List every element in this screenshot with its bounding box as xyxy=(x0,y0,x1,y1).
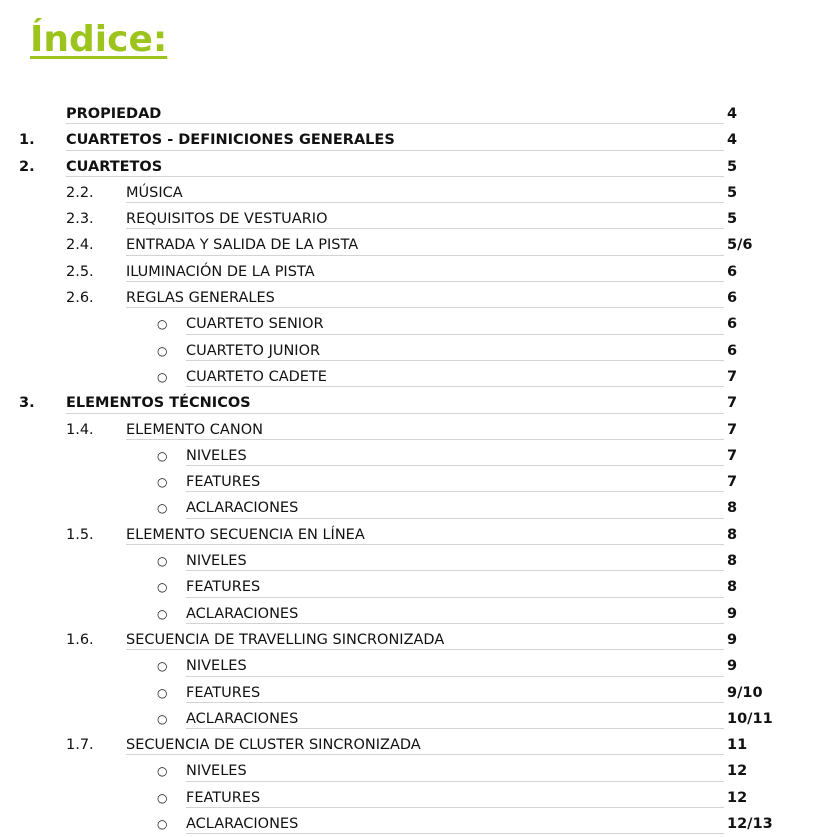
toc-entry-page: 12 xyxy=(727,789,748,806)
toc-entry-number: 1.4. xyxy=(66,421,94,438)
toc-entry[interactable] xyxy=(0,653,818,679)
toc-entry[interactable] xyxy=(0,574,818,600)
toc-entry[interactable] xyxy=(0,364,818,390)
toc-entry-title: CUARTETOS xyxy=(66,158,163,175)
toc-entry-page: 11 xyxy=(727,737,748,754)
toc-entry[interactable] xyxy=(0,758,818,784)
toc-entry-page: 12/13 xyxy=(727,816,773,833)
bullet-circle-icon: ○ xyxy=(157,606,168,621)
bullet-circle-icon: ○ xyxy=(157,554,168,569)
toc-entry-page: 7 xyxy=(727,421,738,438)
toc-entry-title: SECUENCIA DE TRAVELLING SINCRONIZADA xyxy=(126,631,445,648)
toc-entry[interactable] xyxy=(0,680,818,706)
toc-entry[interactable] xyxy=(0,732,818,758)
toc-entry-title: CUARTETO CADETE xyxy=(186,368,327,385)
toc-entry-title: FEATURES xyxy=(186,789,261,806)
toc-entry-title: CUARTETO SENIOR xyxy=(186,316,324,333)
toc-entry[interactable] xyxy=(0,785,818,811)
toc-entry-title: NIVELES xyxy=(186,447,247,464)
toc-entry[interactable] xyxy=(0,232,818,258)
toc-entry-title: CUARTETO JUNIOR xyxy=(186,342,321,359)
toc-entry-title: FEATURES xyxy=(186,684,261,701)
toc-entry[interactable] xyxy=(0,469,818,495)
toc-entry-number: 2.5. xyxy=(66,263,94,280)
toc-entry-title: REQUISITOS DE VESTUARIO xyxy=(126,211,328,228)
bullet-circle-icon: ○ xyxy=(157,448,168,463)
toc-entry-title: PROPIEDAD xyxy=(66,106,162,122)
toc-entry[interactable] xyxy=(0,706,818,732)
toc-entry-page: 10/11 xyxy=(727,710,773,727)
toc-entry-page: 6 xyxy=(727,316,738,333)
toc-entry-number: 3. xyxy=(19,395,35,412)
toc-entry-page: 12 xyxy=(727,763,748,780)
toc-entry-page: 4 xyxy=(727,106,738,122)
toc-entry-page: 5 xyxy=(727,158,738,175)
toc-entry-title: NIVELES xyxy=(186,658,247,675)
toc-entry-page: 4 xyxy=(727,132,738,149)
bullet-circle-icon: ○ xyxy=(157,659,168,674)
toc-entry-title: REGLAS GENERALES xyxy=(126,290,275,307)
toc-entry-page: 8 xyxy=(727,553,738,570)
toc-entry-number: 1.7. xyxy=(66,737,94,754)
toc-entry-number: 2.2. xyxy=(66,184,94,201)
toc-entry-number: 1.5. xyxy=(66,526,94,543)
bullet-circle-icon: ○ xyxy=(157,501,168,516)
toc-entry-title: ELEMENTO CANON xyxy=(126,421,263,438)
toc-entry[interactable] xyxy=(0,495,818,521)
bullet-circle-icon: ○ xyxy=(157,369,168,384)
toc-entry[interactable] xyxy=(0,627,818,653)
toc-entry-page: 5 xyxy=(727,184,738,201)
toc-entry[interactable] xyxy=(0,811,818,837)
toc-entry-title: CUARTETOS - DEFINICIONES GENERALES xyxy=(66,132,395,149)
toc-entry-title: MÚSICA xyxy=(126,184,183,201)
toc-leader-line xyxy=(186,807,724,808)
toc-entry-number: 2. xyxy=(19,158,35,175)
toc-entry-number: 2.6. xyxy=(66,290,94,307)
bullet-circle-icon: ○ xyxy=(157,817,168,832)
toc-entry-title: FEATURES xyxy=(186,474,261,491)
bullet-circle-icon: ○ xyxy=(157,711,168,726)
toc-entry-page: 9 xyxy=(727,605,738,622)
toc-entry-page: 8 xyxy=(727,526,738,543)
toc-leader-line xyxy=(186,676,724,677)
toc-entry[interactable] xyxy=(0,443,818,469)
toc-entry-page: 7 xyxy=(727,474,738,491)
toc-entry-page: 6 xyxy=(727,342,738,359)
toc-entry-title: ILUMINACIÓN DE LA PISTA xyxy=(126,263,315,280)
toc-leader-line xyxy=(66,176,724,177)
toc-entry[interactable] xyxy=(0,101,818,127)
bullet-circle-icon: ○ xyxy=(157,343,168,358)
toc-entry-page: 7 xyxy=(727,395,738,412)
bullet-circle-icon: ○ xyxy=(157,475,168,490)
toc-entry-page: 8 xyxy=(727,500,738,517)
toc-entry-number: 2.3. xyxy=(66,211,94,228)
toc-entry-title: NIVELES xyxy=(186,763,247,780)
toc-entry-page: 9 xyxy=(727,658,738,675)
toc-entry-page: 9/10 xyxy=(727,684,763,701)
toc-entry-page: 5 xyxy=(727,211,738,228)
toc-entry[interactable] xyxy=(0,417,818,443)
bullet-circle-icon: ○ xyxy=(157,580,168,595)
toc-entry-title: ELEMENTO SECUENCIA EN LÍNEA xyxy=(126,526,365,543)
toc-leader-line xyxy=(126,202,724,203)
toc-entry[interactable] xyxy=(0,390,818,416)
toc-leader-line xyxy=(186,702,724,703)
toc-leader-line xyxy=(186,781,724,782)
toc-leader-line xyxy=(66,123,724,124)
toc-entry-page: 9 xyxy=(727,631,738,648)
toc-leader-line xyxy=(186,570,724,571)
toc-entry[interactable] xyxy=(0,601,818,627)
toc-entry-page: 7 xyxy=(727,447,738,464)
toc-leader-line xyxy=(186,597,724,598)
toc-entry[interactable] xyxy=(0,127,818,153)
toc-entry-title: ACLARACIONES xyxy=(186,710,299,727)
toc-entry[interactable] xyxy=(0,180,818,206)
bullet-circle-icon: ○ xyxy=(157,764,168,779)
toc-leader-line xyxy=(186,491,724,492)
bullet-circle-icon: ○ xyxy=(157,790,168,805)
toc-entry-title: ACLARACIONES xyxy=(186,816,299,833)
toc-entry-number: 2.4. xyxy=(66,237,94,254)
toc-entry[interactable] xyxy=(0,259,818,285)
toc-entry[interactable] xyxy=(0,154,818,180)
bullet-circle-icon: ○ xyxy=(157,317,168,332)
toc-entry-page: 6 xyxy=(727,263,738,280)
bullet-circle-icon: ○ xyxy=(157,685,168,700)
toc-entry[interactable] xyxy=(0,206,818,232)
toc-entry-page: 6 xyxy=(727,290,738,307)
toc-entry-number: 1.6. xyxy=(66,631,94,648)
toc-entry-title: ELEMENTOS TÉCNICOS xyxy=(66,395,251,412)
table-of-contents xyxy=(0,101,818,837)
toc-entry[interactable] xyxy=(0,311,818,337)
toc-entry[interactable] xyxy=(0,522,818,548)
toc-entry-title: SECUENCIA DE CLUSTER SINCRONIZADA xyxy=(126,737,421,754)
page-title: Índice: xyxy=(30,19,168,60)
toc-entry-title: ACLARACIONES xyxy=(186,500,299,517)
toc-entry-page: 7 xyxy=(727,368,738,385)
toc-entry-number: 1. xyxy=(19,132,35,149)
toc-leader-line xyxy=(186,465,724,466)
toc-entry[interactable] xyxy=(0,338,818,364)
toc-entry-title: ACLARACIONES xyxy=(186,605,299,622)
toc-entry-title: ENTRADA Y SALIDA DE LA PISTA xyxy=(126,237,359,254)
toc-entry[interactable] xyxy=(0,548,818,574)
toc-entry-page: 8 xyxy=(727,579,738,596)
toc-entry[interactable] xyxy=(0,285,818,311)
toc-entry-title: NIVELES xyxy=(186,553,247,570)
toc-entry-page: 5/6 xyxy=(727,237,753,254)
toc-entry-title: FEATURES xyxy=(186,579,261,596)
